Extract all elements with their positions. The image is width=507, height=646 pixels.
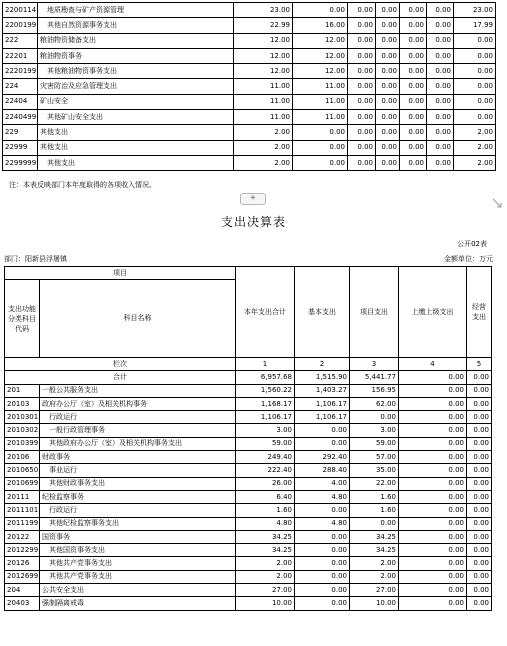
row-value: 0.00 [467, 570, 492, 583]
row-name: 灾害防治及应急管理支出 [38, 79, 234, 94]
row-value: 0.00 [454, 64, 496, 79]
column-number: 4 [399, 358, 467, 371]
row-value: 0.00 [399, 424, 467, 437]
row-value: 0.00 [467, 584, 492, 597]
table-row [5, 530, 492, 543]
row-value: 0.00 [348, 33, 376, 48]
row-value: 0.00 [399, 411, 467, 424]
row-value: 0.00 [467, 477, 492, 490]
row-name: 其他共产党事务支出 [40, 570, 236, 583]
row-value: 0.00 [376, 155, 400, 170]
row-value: 2.00 [234, 125, 293, 140]
row-code: 20106 [5, 451, 40, 464]
row-name: 其他国资事务支出 [40, 544, 236, 557]
row-value: 0.00 [467, 490, 492, 503]
row-value: 0.00 [348, 79, 376, 94]
row-value: 0.00 [350, 411, 399, 424]
row-code: 2010699 [5, 477, 40, 490]
page-title: 支出决算表 [220, 215, 286, 229]
row-value: 2.00 [454, 140, 496, 155]
row-value: 57.00 [350, 451, 399, 464]
row-value: 62.00 [350, 397, 399, 410]
row-value: 2.00 [454, 125, 496, 140]
row-name: 粮油物资事务 [38, 48, 234, 63]
total-value: 0.00 [467, 371, 492, 384]
header-upper: 上缴上级支出 [399, 267, 467, 358]
row-code: 2010301 [5, 411, 40, 424]
row-code: 20126 [5, 557, 40, 570]
row-value: 1.60 [350, 490, 399, 503]
row-value: 0.00 [454, 110, 496, 125]
row-value: 12.00 [234, 48, 293, 63]
row-value: 0.00 [399, 451, 467, 464]
row-code: 2299999 [3, 155, 38, 170]
table-row [5, 411, 492, 424]
row-name: 公共安全支出 [40, 584, 236, 597]
row-name: 其他纪检监察事务支出 [40, 517, 236, 530]
table-row [3, 155, 496, 170]
row-value: 12.00 [293, 64, 348, 79]
row-name: 其他支出 [38, 125, 234, 140]
row-value: 12.00 [293, 33, 348, 48]
column-number: 5 [467, 358, 492, 371]
row-value: 0.00 [295, 597, 350, 610]
row-name: 财政事务 [40, 451, 236, 464]
row-name: 政府办公厅（室）及相关机构事务 [40, 397, 236, 410]
row-value: 0.00 [467, 397, 492, 410]
row-value: 0.00 [376, 64, 400, 79]
row-value: 0.00 [376, 48, 400, 63]
column-number-row [5, 358, 492, 371]
row-name: 其他共产党事务支出 [40, 557, 236, 570]
row-value: 2.00 [234, 155, 293, 170]
row-value: 0.00 [427, 33, 454, 48]
row-value: 11.00 [293, 110, 348, 125]
department-label: 部门：阳新县浮屠镇 [4, 255, 67, 263]
table-row [5, 504, 492, 517]
row-value: 0.00 [348, 140, 376, 155]
table-row [5, 451, 492, 464]
row-code: 22404 [3, 94, 38, 109]
table-row [5, 397, 492, 410]
row-code: 2010399 [5, 437, 40, 450]
row-value: 0.00 [454, 33, 496, 48]
row-value: 17.99 [454, 18, 496, 33]
row-value: 0.00 [399, 504, 467, 517]
row-value: 0.00 [467, 530, 492, 543]
row-value: 0.00 [427, 125, 454, 140]
row-value: 10.00 [236, 597, 295, 610]
row-code: 201 [5, 384, 40, 397]
row-value: 0.00 [399, 384, 467, 397]
row-value: 0.00 [376, 110, 400, 125]
header-biz: 经营支出 [467, 267, 492, 358]
row-value: 222.40 [236, 464, 295, 477]
row-value: 2.00 [454, 155, 496, 170]
row-value: 0.00 [467, 384, 492, 397]
row-value: 0.00 [400, 3, 427, 18]
row-code: 20103 [5, 397, 40, 410]
table-row [5, 384, 492, 397]
column-number-label: 栏次 [5, 358, 236, 371]
row-value: 16.00 [293, 18, 348, 33]
table-row [3, 18, 496, 33]
row-value: 4.80 [295, 517, 350, 530]
row-value: 34.25 [236, 530, 295, 543]
row-value: 0.00 [350, 517, 399, 530]
row-value: 1,106.17 [295, 411, 350, 424]
row-value: 0.00 [376, 140, 400, 155]
row-value: 0.00 [348, 64, 376, 79]
row-value: 0.00 [295, 544, 350, 557]
row-value: 10.00 [350, 597, 399, 610]
row-value: 2.00 [350, 557, 399, 570]
row-value: 2.00 [234, 140, 293, 155]
row-code: 2010302 [5, 424, 40, 437]
expenditure-table [4, 266, 492, 611]
row-value: 0.00 [295, 504, 350, 517]
row-value: 0.00 [399, 597, 467, 610]
row-name: 其他自然资源事务支出 [38, 18, 234, 33]
row-value: 34.25 [350, 530, 399, 543]
row-name: 其他财政事务支出 [40, 477, 236, 490]
table-row [5, 477, 492, 490]
row-value: 0.00 [400, 140, 427, 155]
row-value: 0.00 [376, 79, 400, 94]
table-row [3, 3, 496, 18]
row-value: 0.00 [467, 597, 492, 610]
row-name: 其他粮油物资事务支出 [38, 64, 234, 79]
row-value: 0.00 [399, 477, 467, 490]
row-value: 0.00 [427, 79, 454, 94]
row-value: 1,106.17 [236, 411, 295, 424]
row-value: 0.00 [467, 544, 492, 557]
row-value: 288.40 [295, 464, 350, 477]
row-value: 0.00 [427, 110, 454, 125]
row-value: 0.00 [467, 411, 492, 424]
row-value: 0.00 [295, 570, 350, 583]
row-value: 22.00 [350, 477, 399, 490]
table-row [3, 125, 496, 140]
total-value: 1,515.90 [295, 371, 350, 384]
row-value: 156.95 [350, 384, 399, 397]
row-code: 224 [3, 79, 38, 94]
row-name: 事业运行 [40, 464, 236, 477]
row-code: 2012299 [5, 544, 40, 557]
table-row [3, 48, 496, 63]
row-value: 0.00 [348, 48, 376, 63]
row-value: 11.00 [234, 110, 293, 125]
row-value: 0.00 [293, 155, 348, 170]
row-value: 0.00 [376, 94, 400, 109]
row-value: 0.00 [295, 437, 350, 450]
row-value: 12.00 [234, 33, 293, 48]
row-value: 34.25 [236, 544, 295, 557]
row-value: 0.00 [348, 155, 376, 170]
row-value: 3.00 [350, 424, 399, 437]
header-row [5, 267, 492, 280]
row-value: 6.40 [236, 490, 295, 503]
row-code: 22201 [3, 48, 38, 63]
row-value: 0.00 [293, 140, 348, 155]
table-row [5, 544, 492, 557]
row-name: 强制隔离戒毒 [40, 597, 236, 610]
row-value: 0.00 [295, 557, 350, 570]
row-value: 0.00 [400, 33, 427, 48]
row-value: 23.00 [234, 3, 293, 18]
row-code: 22999 [3, 140, 38, 155]
row-code: 20122 [5, 530, 40, 543]
row-value: 11.00 [293, 94, 348, 109]
row-value: 0.00 [348, 18, 376, 33]
row-value: 0.00 [467, 437, 492, 450]
total-value: 5,441.77 [350, 371, 399, 384]
row-value: 0.00 [399, 517, 467, 530]
total-label: 合计 [5, 371, 236, 384]
row-value: 3.00 [236, 424, 295, 437]
table-row [5, 424, 492, 437]
header-project: 项目支出 [350, 267, 399, 358]
row-value: 0.00 [427, 64, 454, 79]
row-value: 0.00 [427, 94, 454, 109]
table-row [3, 79, 496, 94]
row-code: 2220199 [3, 64, 38, 79]
row-name: 行政运行 [40, 504, 236, 517]
table-row [5, 517, 492, 530]
row-value: 1,403.27 [295, 384, 350, 397]
table-row [3, 110, 496, 125]
row-value: 0.00 [376, 125, 400, 140]
row-value: 1,168.17 [236, 397, 295, 410]
row-value: 0.00 [399, 437, 467, 450]
row-value: 0.00 [427, 48, 454, 63]
row-name: 行政运行 [40, 411, 236, 424]
row-value: 0.00 [467, 424, 492, 437]
table-row [5, 597, 492, 610]
row-value: 0.00 [399, 464, 467, 477]
row-value: 1,560.22 [236, 384, 295, 397]
row-value: 0.00 [427, 3, 454, 18]
row-value: 59.00 [350, 437, 399, 450]
row-value: 0.00 [376, 33, 400, 48]
row-value: 34.25 [350, 544, 399, 557]
row-value: 12.00 [234, 64, 293, 79]
total-value: 6,957.68 [236, 371, 295, 384]
row-value: 0.00 [293, 125, 348, 140]
header-total: 本年支出合计 [236, 267, 295, 358]
table-row [5, 490, 492, 503]
row-value: 4.80 [295, 490, 350, 503]
form-number: 公开02表 [457, 240, 487, 248]
row-value: 0.00 [295, 424, 350, 437]
table-row [5, 464, 492, 477]
total-value: 0.00 [399, 371, 467, 384]
row-name: 粮油物资储备支出 [38, 33, 234, 48]
row-value: 23.00 [454, 3, 496, 18]
row-name: 国资事务 [40, 530, 236, 543]
row-value: 0.00 [348, 110, 376, 125]
row-value: 0.00 [399, 570, 467, 583]
row-value: 0.00 [454, 94, 496, 109]
row-value: 0.00 [399, 557, 467, 570]
currency-unit: 金额单位：万元 [444, 255, 493, 263]
row-code: 20403 [5, 597, 40, 610]
expand-handle[interactable]: + [240, 193, 266, 205]
row-value: 0.00 [293, 3, 348, 18]
row-value: 1.60 [350, 504, 399, 517]
row-name: 一般行政管理事务 [40, 424, 236, 437]
row-code: 2240499 [3, 110, 38, 125]
table-row [5, 570, 492, 583]
table-row [3, 33, 496, 48]
table-note: 注：本表反映部门本年度取得的各项收入情况。 [9, 181, 156, 189]
header-item: 项目 [5, 267, 236, 280]
row-value: 27.00 [236, 584, 295, 597]
row-value: 11.00 [234, 94, 293, 109]
row-code: 2200199 [3, 18, 38, 33]
row-value: 0.00 [467, 557, 492, 570]
row-value: 2.00 [236, 570, 295, 583]
row-value: 22.99 [234, 18, 293, 33]
row-value: 26.00 [236, 477, 295, 490]
row-value: 0.00 [467, 464, 492, 477]
row-value: 292.40 [295, 451, 350, 464]
row-value: 1,106.17 [295, 397, 350, 410]
row-value: 0.00 [399, 544, 467, 557]
row-name: 矿山安全 [38, 94, 234, 109]
row-value: 1.60 [236, 504, 295, 517]
row-value: 0.00 [348, 3, 376, 18]
table-row [5, 584, 492, 597]
row-value: 0.00 [348, 125, 376, 140]
row-value: 0.00 [399, 530, 467, 543]
row-value: 0.00 [427, 140, 454, 155]
row-value: 0.00 [400, 110, 427, 125]
row-value: 35.00 [350, 464, 399, 477]
row-code: 204 [5, 584, 40, 597]
row-value: 59.00 [236, 437, 295, 450]
table-row [3, 64, 496, 79]
row-value: 0.00 [400, 94, 427, 109]
row-value: 0.00 [348, 94, 376, 109]
row-value: 0.00 [400, 48, 427, 63]
row-name: 纪检监察事务 [40, 490, 236, 503]
row-value: 0.00 [399, 490, 467, 503]
table-row [3, 94, 496, 109]
row-code: 2011199 [5, 517, 40, 530]
resize-corner-icon[interactable] [491, 197, 503, 209]
row-value: 0.00 [467, 517, 492, 530]
row-value: 0.00 [427, 18, 454, 33]
row-value: 4.80 [236, 517, 295, 530]
row-code: 20111 [5, 490, 40, 503]
row-value: 0.00 [400, 155, 427, 170]
row-value: 0.00 [467, 451, 492, 464]
row-code: 222 [3, 33, 38, 48]
income-table-continuation [2, 2, 496, 171]
row-value: 0.00 [400, 18, 427, 33]
row-value: 11.00 [234, 79, 293, 94]
total-row [5, 371, 492, 384]
row-value: 4.00 [295, 477, 350, 490]
row-value: 0.00 [295, 530, 350, 543]
column-number: 2 [295, 358, 350, 371]
column-number: 1 [236, 358, 295, 371]
row-code: 2200114 [3, 3, 38, 18]
row-value: 2.00 [236, 557, 295, 570]
row-value: 0.00 [454, 48, 496, 63]
table-row [3, 140, 496, 155]
row-value: 0.00 [400, 125, 427, 140]
row-code: 2011101 [5, 504, 40, 517]
row-value: 2.00 [350, 570, 399, 583]
row-value: 0.00 [295, 584, 350, 597]
row-value: 0.00 [400, 79, 427, 94]
row-value: 27.00 [350, 584, 399, 597]
header-basic: 基本支出 [295, 267, 350, 358]
row-code: 2010650 [5, 464, 40, 477]
table-row [5, 437, 492, 450]
table-row [5, 557, 492, 570]
row-value: 0.00 [399, 397, 467, 410]
row-name: 地质勘查与矿产资源管理 [38, 3, 234, 18]
row-name: 其他矿山安全支出 [38, 110, 234, 125]
row-value: 0.00 [427, 155, 454, 170]
row-name: 其他支出 [38, 155, 234, 170]
row-value: 11.00 [293, 79, 348, 94]
row-value: 0.00 [454, 79, 496, 94]
header-code: 支出功能分类科目代码 [5, 280, 40, 358]
row-name: 一般公共服务支出 [40, 384, 236, 397]
header-name: 科目名称 [40, 280, 236, 358]
row-value: 0.00 [400, 64, 427, 79]
row-value: 0.00 [376, 3, 400, 18]
row-value: 0.00 [376, 18, 400, 33]
row-value: 249.40 [236, 451, 295, 464]
row-value: 12.00 [293, 48, 348, 63]
row-code: 229 [3, 125, 38, 140]
row-name: 其他支出 [38, 140, 234, 155]
row-name: 其他政府办公厅（室）及相关机构事务支出 [40, 437, 236, 450]
column-number: 3 [350, 358, 399, 371]
row-code: 2012699 [5, 570, 40, 583]
row-value: 0.00 [399, 584, 467, 597]
row-value: 0.00 [467, 504, 492, 517]
